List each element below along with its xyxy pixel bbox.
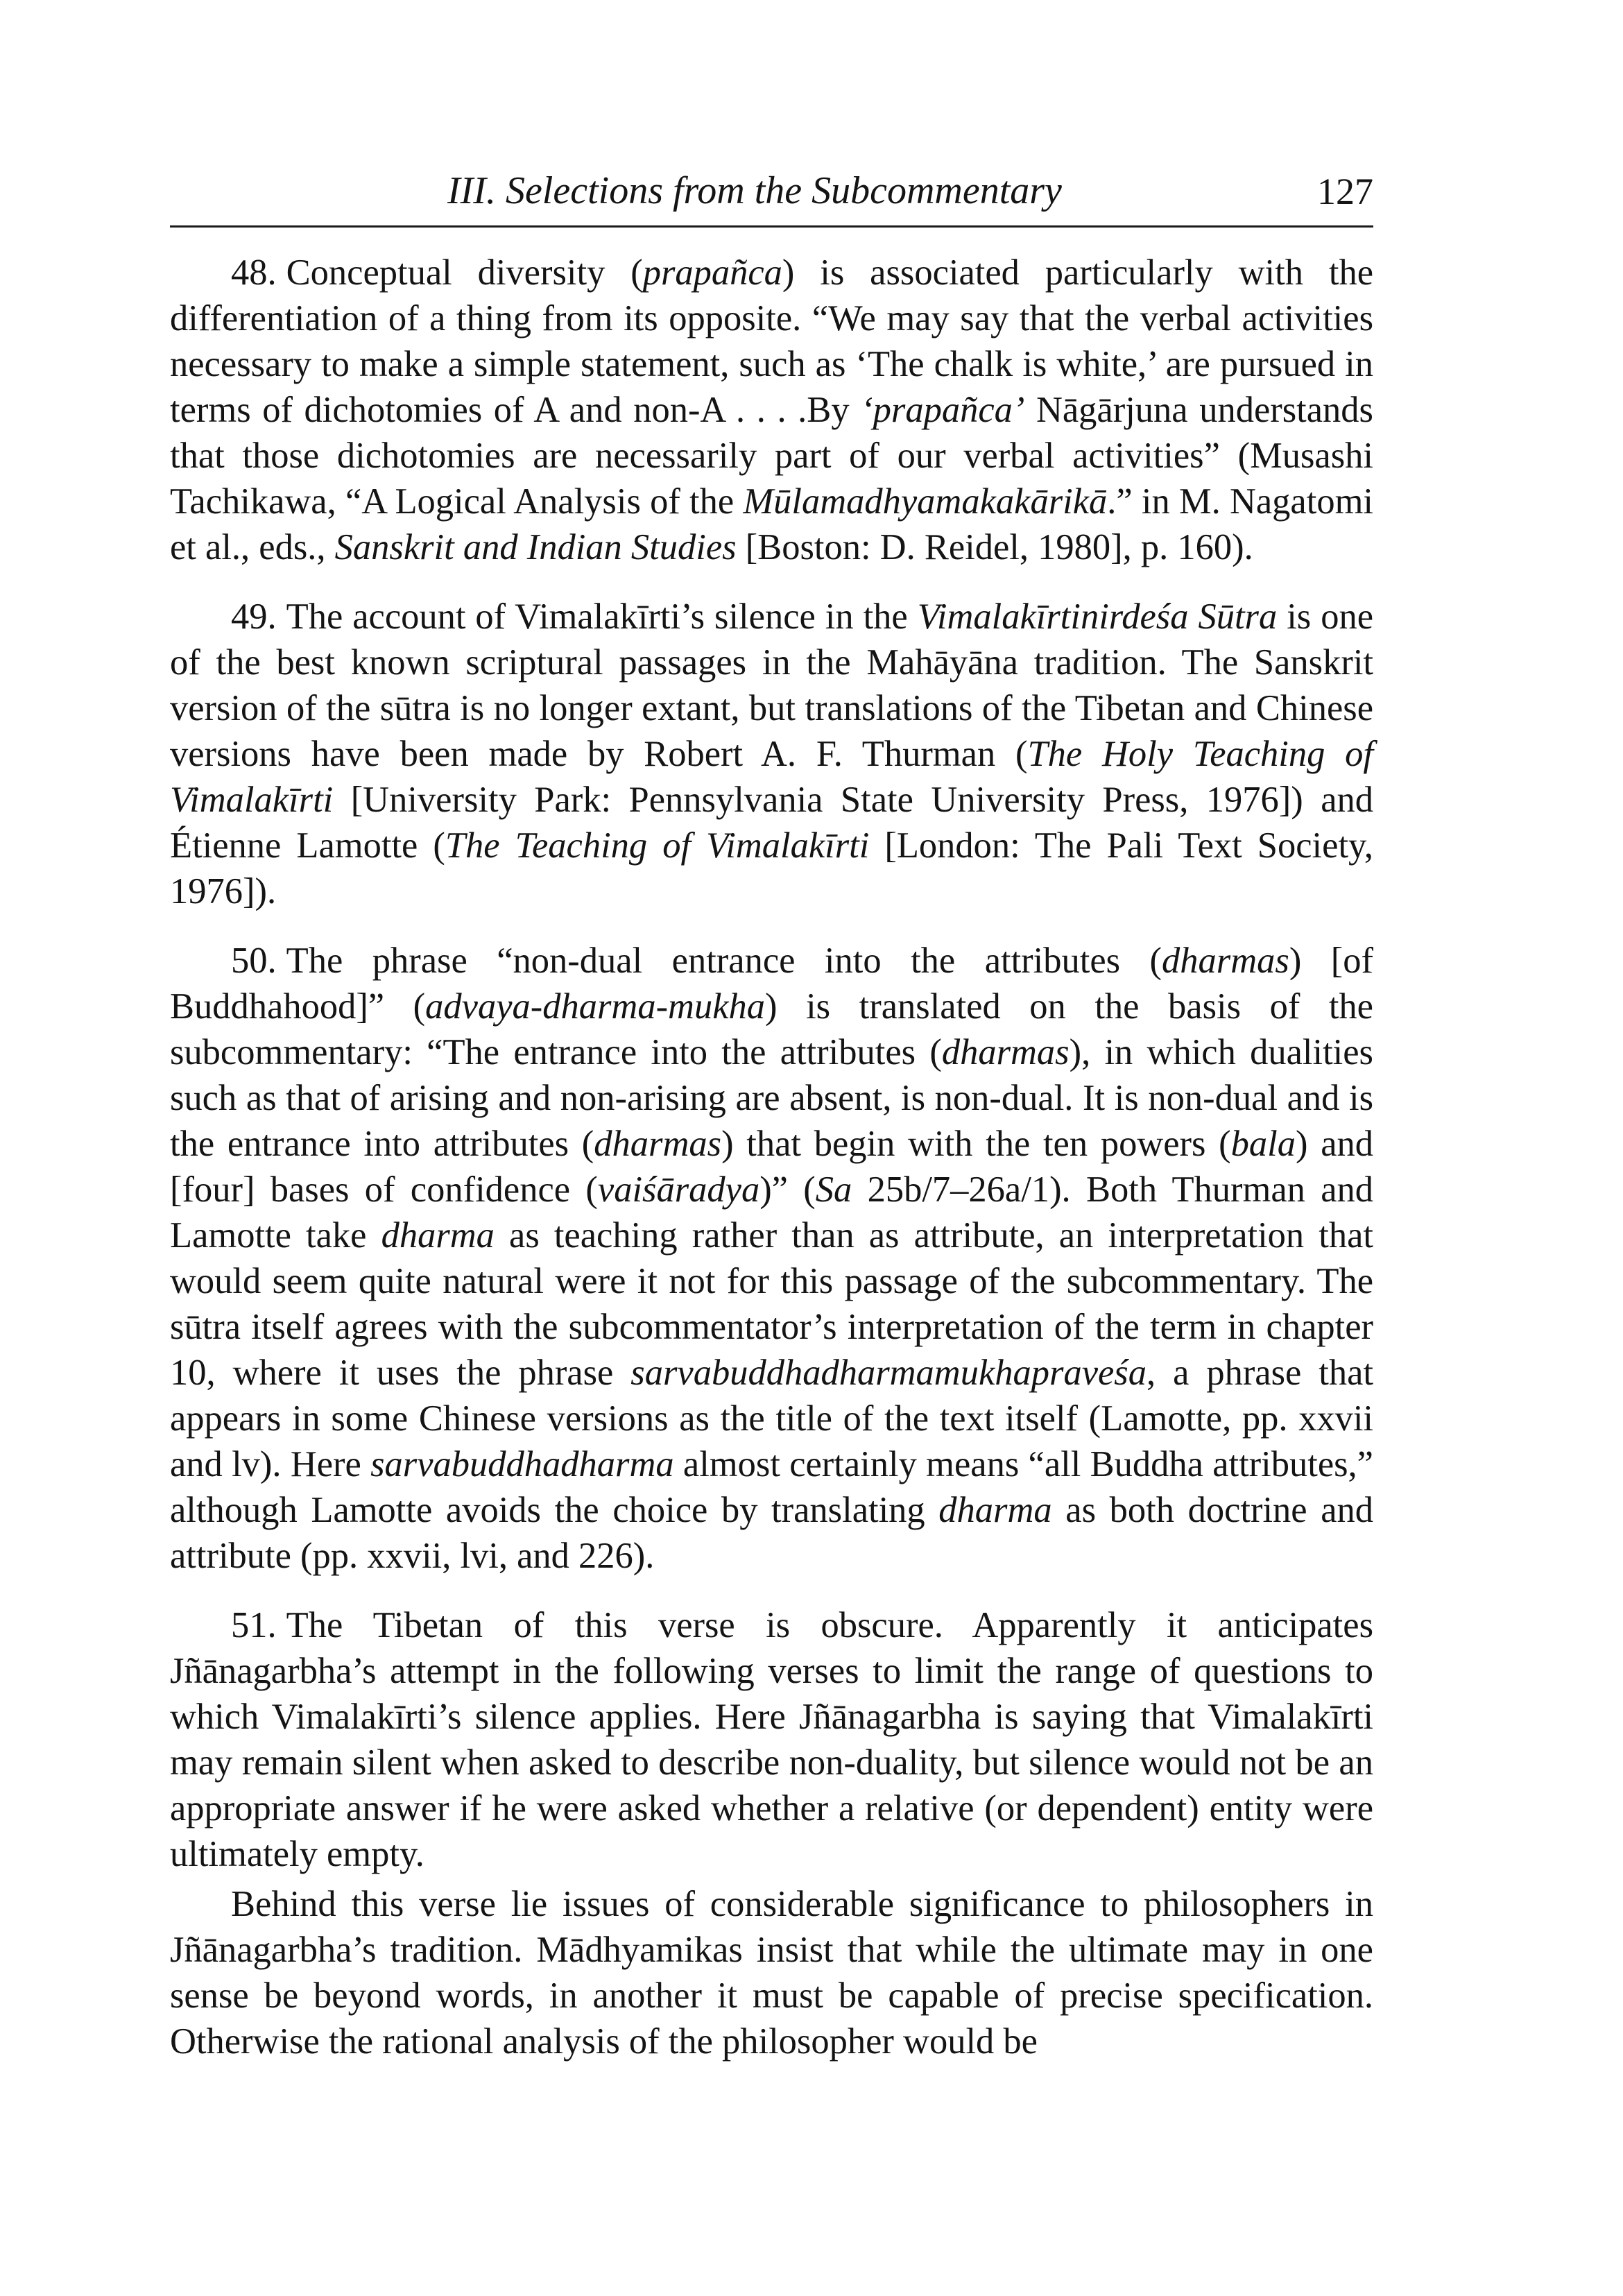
note-text: 25b/7–26a/1). Both Thurman and Lamotte take [170, 1170, 1373, 1256]
note-text: almost certainly means “all Buddha attributes,” although Lamotte avoids the choice by translating [170, 1444, 1373, 1530]
italic-term: Mūlamadhyamakakārikā [743, 481, 1108, 522]
italic-term: Sa [815, 1170, 852, 1210]
note-text: Behind this verse lie issues of considerable significance to philosophers in Jñānagarbha’s tradition. Mādhyamikas insist that while the ultimate may in one sense be beyond words, in another it must be capable of precise specification. Otherwise the rational analysis of the philosopher would be [170, 1884, 1373, 2062]
note-text: , a phrase that appears in some Chinese versions as the title of the text itself (Lamotte, pp. xxvii and lv). Here [170, 1353, 1374, 1484]
italic-term: dharma [381, 1215, 495, 1256]
note-paragraph-continuation [170, 1881, 1373, 2064]
note-text: [London: The Pali Text Society, 1976]). [170, 825, 1373, 911]
italic-term: dharmas [941, 1032, 1070, 1072]
note-text: [University Park: Pennsylvania State University Press, 1976]) and Étienne Lamotte ( [170, 780, 1373, 866]
note-text: The phrase “non-dual entrance into the attributes ( [286, 941, 1162, 981]
italic-term: dharmas [1162, 941, 1289, 981]
italic-term: sarvabuddhadharma [370, 1444, 674, 1484]
note-paragraph [170, 250, 1373, 570]
note-text: [Boston: D. Reidel, 1980], p. 160). [736, 527, 1253, 567]
note-text: The Tibetan of this verse is obscure. Apparently it anticipates Jñānagarbha’s attempt in the following verses to limit the range of questions to which Vimalakīrti’s silence applies. Here Jñānagarbha is saying that Vimalakīrti may remain silent when asked to describe non-duality, but silence would not be an appropriate answer if he were asked whether a relative (or dependent) entity were ultimately empty. [170, 1605, 1373, 1874]
page-number: 127 [1317, 171, 1373, 212]
italic-term: bala [1230, 1124, 1296, 1164]
note-text: .” in M. Nagatomi et al., eds., [170, 481, 1373, 567]
note-number: 50. [231, 941, 277, 981]
italic-term: Sanskrit and Indian Studies [334, 527, 737, 567]
italic-term: vaiśāradya [597, 1170, 760, 1210]
italic-term: dharmas [594, 1124, 722, 1164]
running-title: III. Selections from the Subcommentary [447, 169, 1062, 212]
note-text: ) that begin with the ten powers ( [721, 1124, 1231, 1164]
book-page [170, 149, 1373, 2064]
notes-body [170, 250, 1373, 2064]
note-text: ) [of Buddhahood]” ( [170, 941, 1373, 1027]
note-text: Conceptual diversity ( [286, 252, 643, 293]
note-paragraph [170, 1602, 1373, 1877]
running-head [170, 149, 1373, 228]
italic-term: The Holy Teaching of Vimalakīrti [170, 734, 1373, 820]
italic-term: prapañca [642, 252, 782, 293]
note-text: as teaching rather than as attribute, an interpretation that would seem quite natural were it not for this passage of the subcommentary. The sūtra itself agrees with the subcommentator’s interpretation of the term in chapter 10, where it uses the phrase [170, 1215, 1373, 1393]
note-text: ) is translated on the basis of the subcommentary: “The entrance into the attributes ( [170, 986, 1373, 1072]
italic-term: sarvabuddhadharmamukhapraveśa [630, 1353, 1147, 1393]
note-paragraph [170, 938, 1373, 1579]
italic-term: dharma [938, 1490, 1052, 1530]
note-text: is one of the best known scriptural passages in the Mahāyāna tradition. The Sanskrit version of the sūtra is no longer extant, but translations of the Tibetan and Chinese versions have been made by Robert A. F. Thurman ( [170, 597, 1373, 774]
note-text: The account of Vimalakīrti’s silence in the [286, 597, 918, 637]
note-number: 49. [231, 597, 277, 637]
italic-term: Vimalakīrtinirdeśa Sūtra [917, 597, 1278, 637]
note-text: as both doctrine and attribute (pp. xxvii, lvi, and 226). [170, 1490, 1374, 1576]
italic-term: The Teaching of Vimalakīrti [445, 825, 870, 866]
note-text: ) is associated particularly with the differentiation of a thing from its opposite. “We may say that the verbal activities necessary to make a simple statement, such as ‘The chalk is white,’ are pursued in terms of dichotomies of A and non-A . . . .By [170, 252, 1373, 430]
italic-term: ‘prapañca’ [861, 390, 1025, 430]
note-paragraph [170, 594, 1373, 914]
note-text: )” ( [759, 1170, 816, 1210]
note-text: Nāgārjuna understands that those dichotomies are necessarily part of our verbal activities” (Musashi Tachikawa, “A Logical Analysis of the [170, 390, 1373, 522]
note-number: 48. [231, 252, 277, 293]
note-text: ), in which dualities such as that of arising and non-arising are absent, is non-dual. It is non-dual and is the entrance into attributes ( [170, 1032, 1373, 1164]
note-number: 51. [231, 1605, 277, 1645]
note-text: ) and [four] bases of confidence ( [170, 1124, 1373, 1210]
italic-term: advaya-dharma-mukha [425, 986, 766, 1027]
